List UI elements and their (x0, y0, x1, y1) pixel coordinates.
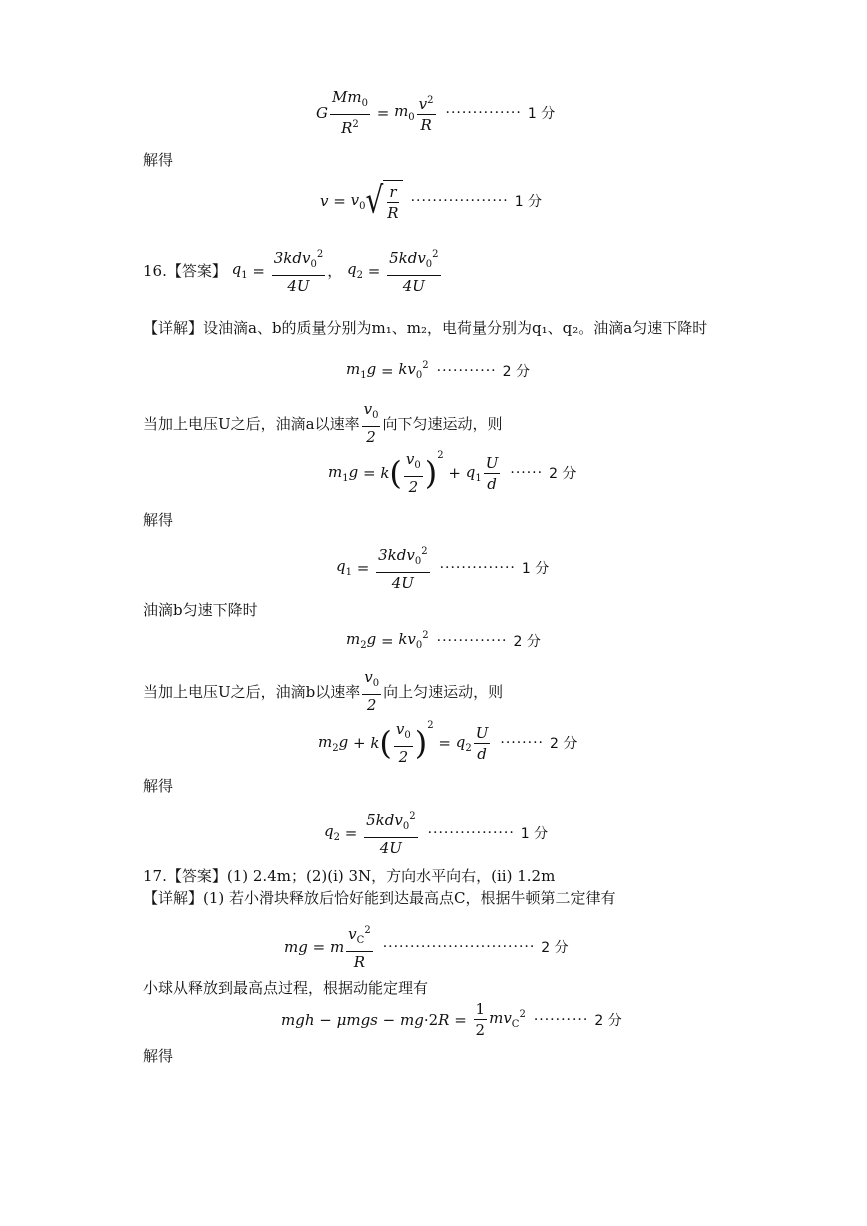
q16-drop-b: 油滴b匀速下降时 (143, 601, 258, 619)
q16-detail (143, 318, 707, 338)
score-label: 2 分 (549, 466, 577, 482)
equation-energy: mgh − μmgs − mg ·2 R = $\frac{1}{2}$ $mv_C^2$ ·········· 2 分 (281, 1000, 622, 1039)
solve-label: 解得 (143, 1047, 174, 1065)
q16-after-voltage-a: 当加上电压U之后，油滴a以速率 $\frac{v_0}{2}$ 向下匀速运动，则 (143, 400, 503, 446)
q17-answer-text: (1) 2.4m；(2)(i) 3N，方向水平向右，(ii) 1.2m (226, 867, 556, 885)
q16-detail-label: 【详解】 (143, 319, 204, 337)
q17-answer-label: 【答案】 (166, 867, 227, 885)
text: 向上匀速运动，则 (383, 682, 504, 701)
score-label: 1 分 (521, 560, 550, 577)
score-label: 1 分 (520, 825, 549, 842)
equation-b-voltage: $m_2g$ + k ( $\frac{v_0}{2}$ ) $^2$ = $q_2$ $\frac{U}{d}$ ········ 2 分 (318, 720, 578, 766)
solve-label: 解得 (143, 511, 174, 529)
q17-detail-text: (1) 若小滑块释放后恰好能到达最高点C，根据牛顿第二定律有 (203, 889, 616, 907)
score-label: 2 分 (594, 1012, 622, 1029)
q16-answer-label: 【答案】 (166, 262, 227, 280)
equation-velocity: v = $v_0$ √ $\frac{r}{R}$ ·················· 1 分 (320, 178, 543, 222)
q17-detail-label: 【详解】 (143, 889, 204, 907)
q17-energy-text: 小球从释放到最高点过程，根据动能定理有 (143, 979, 429, 997)
equation-centripetal: mg = m $\frac{v_C^2}{R}$ ···························· 2 分 (284, 922, 569, 971)
score-label: 2 分 (513, 633, 541, 650)
text: 当加上电压U之后，油滴b以速率 (143, 682, 361, 701)
score-label: 2 分 (502, 363, 530, 380)
equation-a-drop: $m_1g$ = $kv_0^2$ ··········· 2 分 (346, 360, 530, 381)
q16-number: 16. (143, 261, 167, 280)
equation-b-drop: $m_2g$ = $kv_0^2$ ············· 2 分 (346, 630, 541, 651)
q16-answer: 16. 【答案】 $q_1$ = $\frac{3kdv_0^2}{4U}$ ， $q_2$ = $\frac{5kdv_0^2}{4U}$ (143, 246, 443, 295)
solve-label: 解得 (143, 151, 174, 169)
score-label: 2 分 (549, 736, 578, 752)
text: 当加上电压U之后，油滴a以速率 (143, 414, 360, 433)
text: 向下匀速运动，则 (382, 414, 503, 433)
equation-q1: $q_1$ = $\frac{3kdv_0^2}{4U}$ ·············· 1 分 (336, 543, 549, 592)
q16-after-voltage-b: 当加上电压U之后，油滴b以速率 $\frac{v_0}{2}$ 向上匀速运动，则 (143, 668, 504, 714)
q17-number: 17. (143, 867, 167, 885)
q16-intro: 设油滴a、b的质量分别为m₁、m₂，电荷量分别为q₁、q₂。油滴a匀速下降时 (203, 319, 708, 337)
q17-detail (143, 888, 616, 908)
score-label: 1 分 (527, 105, 556, 122)
score-label: 2 分 (541, 939, 569, 956)
solve-label: 解得 (143, 777, 174, 795)
score-label: 1 分 (514, 194, 543, 210)
equation-gravitation: G $\frac{Mm_0}{R^2}$ = $m_0$ $\frac{v^2}{R}$ ·············· 1 分 (316, 88, 556, 137)
equation-a-voltage: $m_1g$ = k ( $\frac{v_0}{2}$ ) $^2$ + $q_1$ $\frac{U}{d}$ ······ 2 分 (328, 450, 577, 496)
equation-q2: $q_2$ = $\frac{5kdv_0^2}{4U}$ ················ 1 分 (324, 808, 548, 857)
q17-answer (143, 866, 555, 886)
